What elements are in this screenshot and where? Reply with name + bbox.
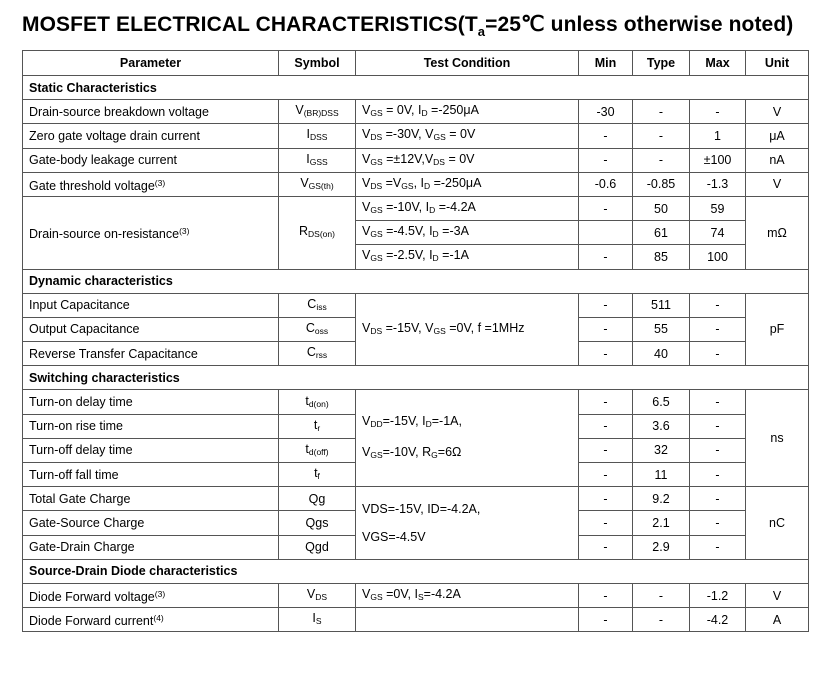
section-static: Static Characteristics [23,76,809,100]
typ-cell: 61 [633,221,690,245]
typ-cell: 40 [633,342,690,366]
min-cell: - [579,293,633,317]
table-row [23,293,809,317]
param-cell: Gate-Drain Charge [23,535,279,559]
unit-cell: nA [746,148,809,172]
min-cell: - [579,390,633,414]
symbol-cell: $I_{GSS}$ [279,148,356,172]
min-cell: - [579,535,633,559]
symbol-cell: $t_f$ [279,463,356,487]
condition-cell: $V_{GS} =-4.5V$, $I_D =-3A$ [356,221,579,245]
param-cell: Gate-body leakage current [23,148,279,172]
section-dynamic: Dynamic characteristics [23,269,809,293]
symbol-cell: Qgd [279,535,356,559]
max-cell: - [690,390,746,414]
unit-cell: μA [746,124,809,148]
unit-cell: pF [746,293,809,366]
table-row [23,124,809,148]
max-cell: - [690,100,746,124]
max-cell: -1.2 [690,583,746,607]
unit-cell: nC [746,487,809,560]
typ-cell: 2.1 [633,511,690,535]
unit-cell: ns [746,390,809,487]
symbol-cell: $t_r$ [279,414,356,438]
symbol-cell: Qgs [279,511,356,535]
symbol-cell: $C_{rss}$ [279,342,356,366]
max-cell: - [690,438,746,462]
condition-cell: $V_{DS} =V_{GS}$, $I_D =-250\mu A$ [356,172,579,196]
max-cell: - [690,414,746,438]
param-cell: Drain-source on-resistance$^{(3)}$ [23,196,279,269]
table-row [23,100,809,124]
max-cell: - [690,293,746,317]
typ-cell: 55 [633,317,690,341]
header-symbol: Symbol [279,51,356,76]
typ-cell: -0.85 [633,172,690,196]
typ-cell: - [633,583,690,607]
param-cell: Gate-Source Charge [23,511,279,535]
typ-cell: 3.6 [633,414,690,438]
condition-cell: $V_{GS} = 0V$, $I_D =-250\mu A$ [356,100,579,124]
typ-cell: 50 [633,196,690,220]
typ-cell: - [633,100,690,124]
max-cell: 100 [690,245,746,269]
min-cell: - [579,317,633,341]
max-cell: - [690,511,746,535]
typ-cell: 85 [633,245,690,269]
min-cell: - [579,342,633,366]
typ-cell: 511 [633,293,690,317]
condition-cell: $V_{GS} =-2.5V$, $I_D =-1A$ [356,245,579,269]
param-cell: Turn-on delay time [23,390,279,414]
header-parameter: Parameter [23,51,279,76]
symbol-cell: Qg [279,487,356,511]
param-cell: Drain-source breakdown voltage [23,100,279,124]
page-title: MOSFET ELECTRICAL $CHARACTERISTICS(T_a=25℃$ unless otherwise noted) [22,13,794,40]
param-cell: Diode Forward voltage$^{(3)}$ [23,583,279,607]
table-row [23,148,809,172]
max-cell: -1.3 [690,172,746,196]
header-max: Max [690,51,746,76]
min-cell: - [579,438,633,462]
symbol-cell: $V_{GS(th)}$ [279,172,356,196]
min-cell: - [579,414,633,438]
param-cell: Diode Forward current$^{(4)}$ [23,608,279,632]
table-row [23,390,809,414]
condition-cell: $V_{DS} =-30V$, $V_{GS} = 0V$ [356,124,579,148]
section-row [23,366,809,390]
condition-cell: $V_{DD}=-15V$, $I_D=-1A$, $V_{GS}=-10V$, $R_G=6\Omega$ [356,390,579,487]
min-cell: - [579,511,633,535]
characteristics-table [22,50,809,632]
min-cell: - [579,148,633,172]
param-cell: Output Capacitance [23,317,279,341]
typ-cell: 32 [633,438,690,462]
unit-cell: V [746,583,809,607]
max-cell: - [690,342,746,366]
symbol-cell: $I_S$ [279,608,356,632]
table-row [23,608,809,632]
symbol-cell: $C_{oss}$ [279,317,356,341]
param-cell: Total Gate Charge [23,487,279,511]
max-cell: - [690,535,746,559]
header-type: Type [633,51,690,76]
min-cell: - [579,487,633,511]
param-cell: Input Capacitance [23,293,279,317]
table-row [23,172,809,196]
table-row [23,583,809,607]
section-diode: Source-Drain Diode characteristics [23,559,809,583]
typ-cell: - [633,148,690,172]
max-cell: - [690,317,746,341]
min-cell: - [579,245,633,269]
section-switching: Switching characteristics [23,366,809,390]
max-cell: -4.2 [690,608,746,632]
condition-cell: $V_{GS} =-10V$, $I_D =-4.2A$ [356,196,579,220]
max-cell: 59 [690,196,746,220]
symbol-cell: $t_{d(off)}$ [279,438,356,462]
max-cell: - [690,463,746,487]
typ-cell: 6.5 [633,390,690,414]
min-cell: - [579,608,633,632]
symbol-cell: $V_{DS}$ [279,583,356,607]
symbol-cell: $t_{d(on)}$ [279,390,356,414]
param-cell: Zero gate voltage drain current [23,124,279,148]
param-cell: Turn-off fall time [23,463,279,487]
header-row [23,51,809,76]
section-row [23,559,809,583]
header-min: Min [579,51,633,76]
typ-cell: - [633,608,690,632]
section-row [23,76,809,100]
typ-cell: 9.2 [633,487,690,511]
unit-cell: A [746,608,809,632]
unit-cell: mΩ [746,196,809,269]
typ-cell: - [633,124,690,148]
condition-cell: $V_{GS} =0V$, $I_S=-4.2A$ [356,583,579,607]
max-cell: - [690,487,746,511]
max-cell: 1 [690,124,746,148]
param-cell: Reverse Transfer Capacitance [23,342,279,366]
condition-cell [356,608,579,632]
min-cell: - [579,124,633,148]
max-cell: 74 [690,221,746,245]
min-cell: - [579,583,633,607]
param-cell: Turn-off delay time [23,438,279,462]
max-cell: ±100 [690,148,746,172]
min-cell [579,221,633,245]
min-cell: -0.6 [579,172,633,196]
min-cell: -30 [579,100,633,124]
header-test-condition: Test Condition [356,51,579,76]
typ-cell: 11 [633,463,690,487]
unit-cell: V [746,172,809,196]
table-row [23,196,809,220]
typ-cell: 2.9 [633,535,690,559]
section-row [23,269,809,293]
min-cell: - [579,196,633,220]
condition-cell: $V_{GS} =\pm 12V,V_{DS} = 0V$ [356,148,579,172]
condition-cell: $V_{DS} =-15V$, $V_{GS} =0V$, f =1MHz [356,293,579,366]
symbol-cell: $I_{DSS}$ [279,124,356,148]
table-row [23,487,809,511]
param-cell: Turn-on rise time [23,414,279,438]
header-unit: Unit [746,51,809,76]
symbol-cell: $V_{(BR)DSS}$ [279,100,356,124]
min-cell: - [579,463,633,487]
param-cell: Gate threshold voltage$^{(3)}$ [23,172,279,196]
condition-cell: VDS=-15V, ID=-4.2A, VGS=-4.5V [356,487,579,560]
symbol-cell: $R_{DS(on)}$ [279,196,356,269]
symbol-cell: $C_{iss}$ [279,293,356,317]
unit-cell: V [746,100,809,124]
